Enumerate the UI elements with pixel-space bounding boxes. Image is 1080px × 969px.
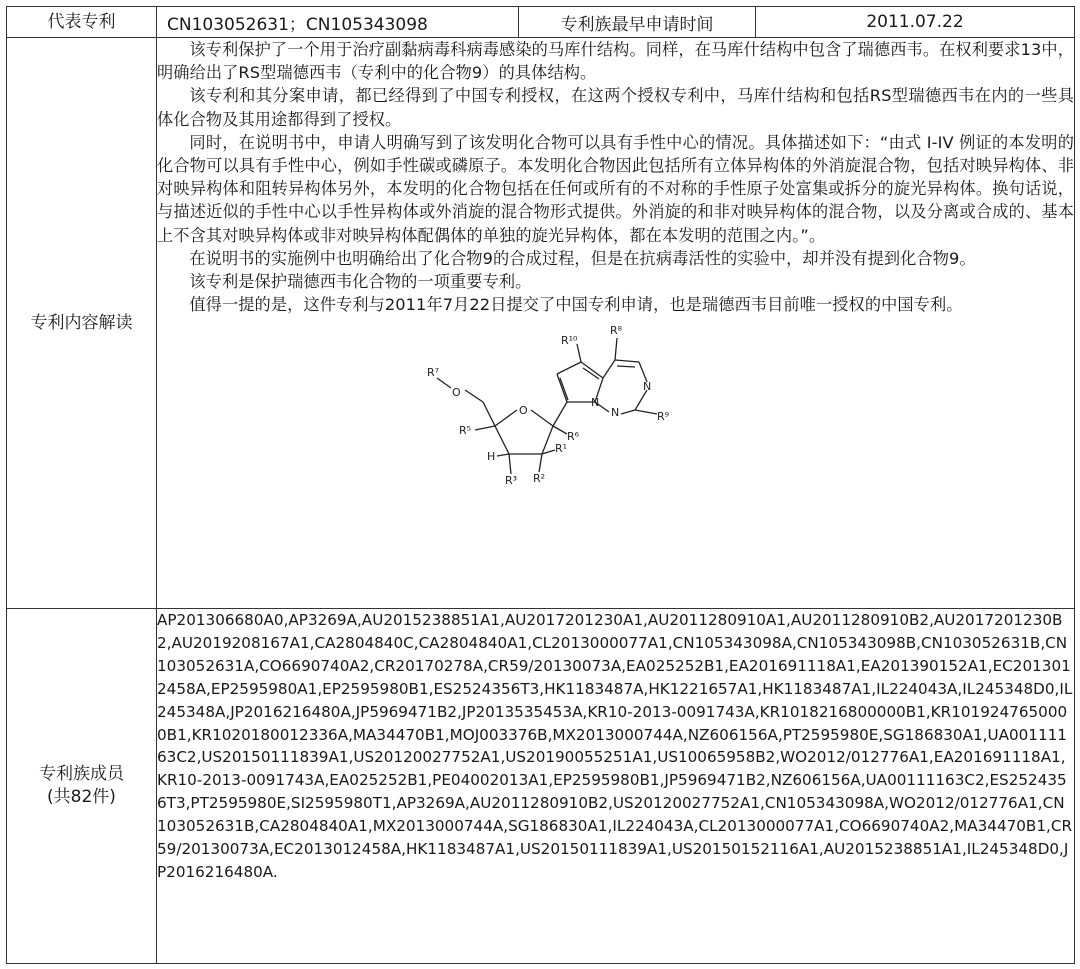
content-row — [7, 38, 1075, 609]
content-cell — [157, 38, 1075, 609]
paragraph-3: 同时，在说明书中，申请人明确写到了该发明化合物可以具有手性中心的情况。具体描述如下：“由式 I-IV 例证的本发明的化合物可以具有手性中心，例如手性碳或磷原子。本发明化合物因此包括所有立体异构体的外消旋混合物，包括对映异构体、非对映异构体和阻转异构体另外，本发明的化合物包括在任何或所有的不对称的手性原子处富集或拆分的旋光异构体。换句话说，与描述近似的手性中心以手性异构体或外消旋的混合物形式提供。外消旋的和非对映异构体的混合物，以及分离或合成的、基本上不含其对映异构体或非对映异构体配偶体的单独的旋光异构体，都在本发明的范围之内。”。 — [157, 132, 1074, 245]
label-r5: R⁵ — [459, 424, 472, 438]
rep-patent-label: 代表专利 — [7, 7, 157, 38]
paragraph-4: 在说明书的实施例中也明确给出了化合物9的合成过程，但是在抗病毒活性的实验中，却并没有提到化合物9。 — [189, 248, 976, 268]
label-r6: R⁶ — [567, 430, 580, 444]
paragraph-6: 值得一提的是，这件专利与2011年7月22日提交了中国专利申请，也是瑞德西韦目前唯一授权的中国专利。 — [189, 295, 963, 315]
header-row — [7, 7, 1075, 38]
content-label: 专利内容解读 — [7, 38, 157, 609]
paragraph-1: 该专利保护了一个用于治疗副黏病毒科病毒感染的马库什结构。同样，在马库什结构中包含了瑞德西韦。在权利要求13中，明确给出了RS型瑞德西韦（专利中的化合物9）的具体结构。 — [157, 40, 1074, 83]
label-o-chain: O — [452, 386, 461, 400]
chemical-structure — [157, 316, 1074, 486]
members-label — [7, 609, 157, 964]
patent-table — [6, 6, 1075, 964]
label-r9: R⁹ — [657, 410, 670, 424]
members-label-count: (共82件) — [47, 787, 116, 807]
label-r2: R² — [533, 472, 546, 486]
earliest-date-label: 专利族最早申请时间 — [519, 7, 756, 38]
paragraph-2: 该专利和其分案申请，都已经得到了中国专利授权，在这两个授权专利中，马库什结构和包括RS型瑞德西韦在内的一些具体化合物及其用途都得到了授权。 — [157, 86, 1074, 129]
label-n-pyrimidine: N — [643, 380, 652, 394]
label-r10: R¹⁰ — [561, 334, 578, 348]
rep-patent-value: CN103052631；CN105343098 — [157, 7, 519, 38]
label-h: H — [487, 450, 496, 464]
label-r3: R³ — [505, 474, 518, 487]
earliest-date-value: 2011.07.22 — [756, 7, 1075, 38]
members-list: AP201306680A0,AP3269A,AU2015238851A1,AU2017201230A1,AU2011280910A1,AU2011280910B2,AU2017201230B2,AU2019208167A1,CA2804840C,CA2804840A1,CL2013000077A1,CN105343098A,CN105343098B,CN103052631B,CN103052631A,CO6690740A2,CR20170278A,CR59/20130073A,EA025252B1,EA201691118A1,EA201390152A1,EC2013012458A,EP2595980A1,EP2595980B1,ES2524356T3,HK1183487A,HK1221657A1,HK1183487A1,IL224043A,IL245348D0,IL245348A,JP2016216480A,JP5969471B2,JP2013535453A,KR10-2013-0091743A,KR1018216800000B1,KR1019247650000B1,KR1020180012336A,MA34470B1,MOJ003376B,MX2013000744A,NZ606156A,PT2595980E,SG186830A1,UA00111163C2,US20150111839A1,US20120027752A1,US20190055251A1,US10065958B2,WO2012/012776A1,EA201691118A1,KR10-2013-0091743A,EA025252B1,PE04002013A1,EP2595980B1,JP5969471B2,NZ606156A,UA00111163C2,ES2524356T3,PT2595980E,SI2595980T1,AP3269A,AU2011280910B2,US20120027752A1,CN105343098A,WO2012/012776A1,CN103052631B,CA2804840A1,MX2013000744A,SG186830A1,IL224043A,CL2013000077A1,CO6690740A2,MA34470B1,CR59/20130073A,EC2013012458A,HK1183487A1,US20150111839A1,US20150152116A1,AU2015238851A1,IL245348D0,JP2016216480A. — [157, 609, 1075, 964]
label-r1: R¹ — [555, 442, 568, 456]
paragraph-5: 该专利是保护瑞德西韦化合物的一项重要专利。 — [189, 272, 532, 292]
label-n-bottom: N — [611, 406, 620, 420]
structure-drawing — [407, 316, 847, 486]
members-row — [7, 609, 1075, 964]
label-n-bridge: N — [591, 396, 600, 410]
label-r7: R⁷ — [427, 366, 440, 380]
members-label-title: 专利族成员 — [39, 764, 124, 784]
label-r8: R⁸ — [610, 324, 623, 338]
label-o-ring: O — [519, 404, 528, 418]
